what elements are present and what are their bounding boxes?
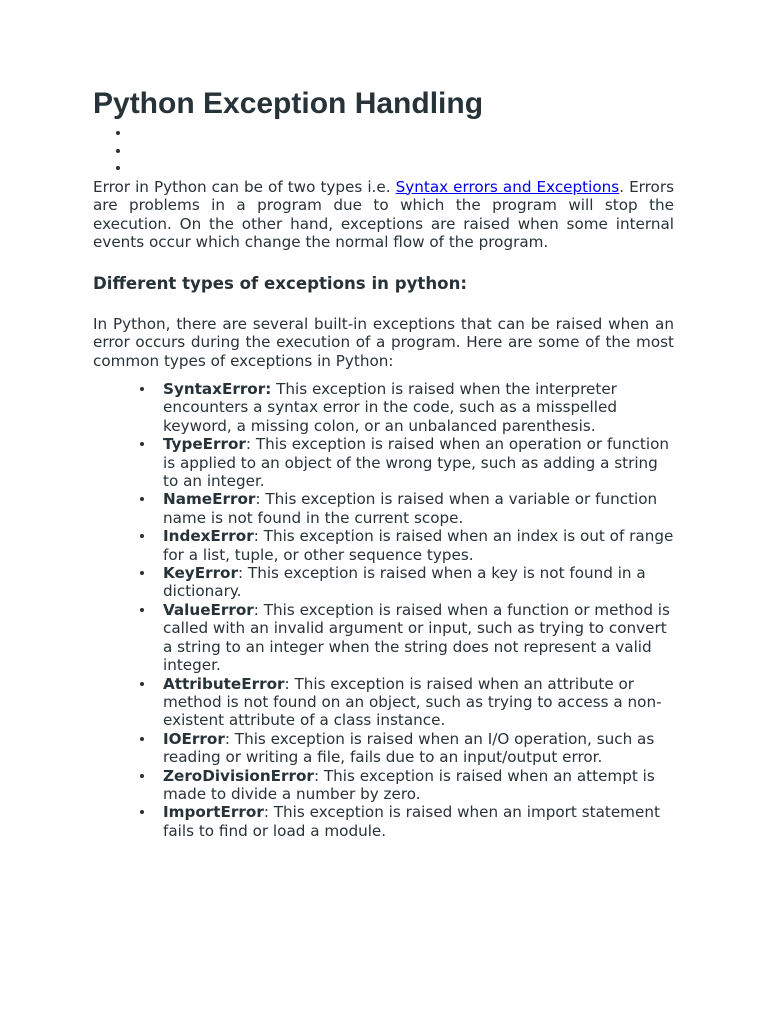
exception-name: TypeError — [163, 435, 246, 454]
intro-paragraph — [93, 178, 674, 252]
exception-description: : This exception is raised when an attempt is made to divide a number by zero. — [163, 766, 655, 803]
exception-description: : This exception is raised when a function or method is called with an invalid argument or input, such as trying to convert a string to an integer when the string does not represent a valid integer. — [163, 600, 670, 675]
exception-item — [163, 435, 674, 490]
exception-description: This exception is raised when the interpreter encounters a syntax error in the code, such as a misspelled keyword, a missing colon, or an unbalanced parenthesis. — [163, 380, 617, 435]
exception-description: : This exception is raised when a key is not found in a dictionary. — [163, 564, 646, 601]
exception-name: IOError — [163, 729, 225, 748]
exception-description: : This exception is raised when an operation or function is applied to an object of the wrong type, such as adding a string to an integer. — [163, 435, 669, 491]
exception-item — [163, 527, 674, 564]
exception-item — [163, 490, 674, 527]
exception-name: IndexError — [163, 527, 254, 546]
page-title: Python Exception Handling — [93, 87, 484, 120]
exception-description: : This exception is raised when an import statement fails to find or load a module. — [163, 803, 660, 840]
exception-description: : This exception is raised when an attribute or method is not found on an object, such as trying to access a non-existent attribute of a class instance. — [163, 674, 662, 730]
empty-bullet-item — [93, 125, 674, 143]
exception-name: SyntaxError: — [163, 380, 272, 398]
exception-name: NameError — [163, 490, 256, 509]
exception-item — [163, 564, 674, 601]
section-heading: Different types of exceptions in python: — [93, 273, 468, 293]
section-intro-paragraph: In Python, there are several built-in exceptions that can be raised when an error occurs during the execution of a program. Here are some of the most common types of exceptions in Python: — [93, 314, 674, 370]
intro-text-after-link: . Errors are problems in a program due to which the program will stop the execution. On the other hand, exceptions are raised when some internal events occur which change the normal flow of the program. — [93, 177, 674, 251]
exception-list — [93, 380, 674, 840]
exception-name: ValueError — [163, 600, 254, 619]
exception-name: KeyError — [163, 564, 238, 583]
empty-bullet-item — [93, 143, 674, 161]
syntax-errors-link[interactable]: Syntax errors and Exceptions — [395, 177, 620, 196]
empty-bullet-item — [93, 160, 674, 178]
exception-item — [163, 767, 674, 804]
empty-bullet-list — [93, 125, 674, 178]
exception-description: : This exception is raised when an index is out of range for a list, tuple, or other sequence types. — [163, 527, 674, 564]
exception-description: : This exception is raised when an I/O operation, such as reading or writing a file, fails due to an input/output error. — [163, 729, 655, 767]
exception-item — [163, 380, 674, 435]
exception-item — [163, 601, 674, 675]
document-page — [93, 86, 674, 840]
exception-name: ImportError — [163, 803, 264, 822]
exception-name: ZeroDivisionError — [163, 766, 314, 785]
exception-item — [163, 803, 674, 840]
exception-item — [163, 730, 674, 767]
exception-name: AttributeError — [163, 674, 285, 693]
exception-description: : This exception is raised when a variable or function name is not found in the current scope. — [163, 490, 658, 527]
exception-item — [163, 675, 674, 730]
intro-text-before-link: Error in Python can be of two types i.e. — [93, 177, 396, 196]
